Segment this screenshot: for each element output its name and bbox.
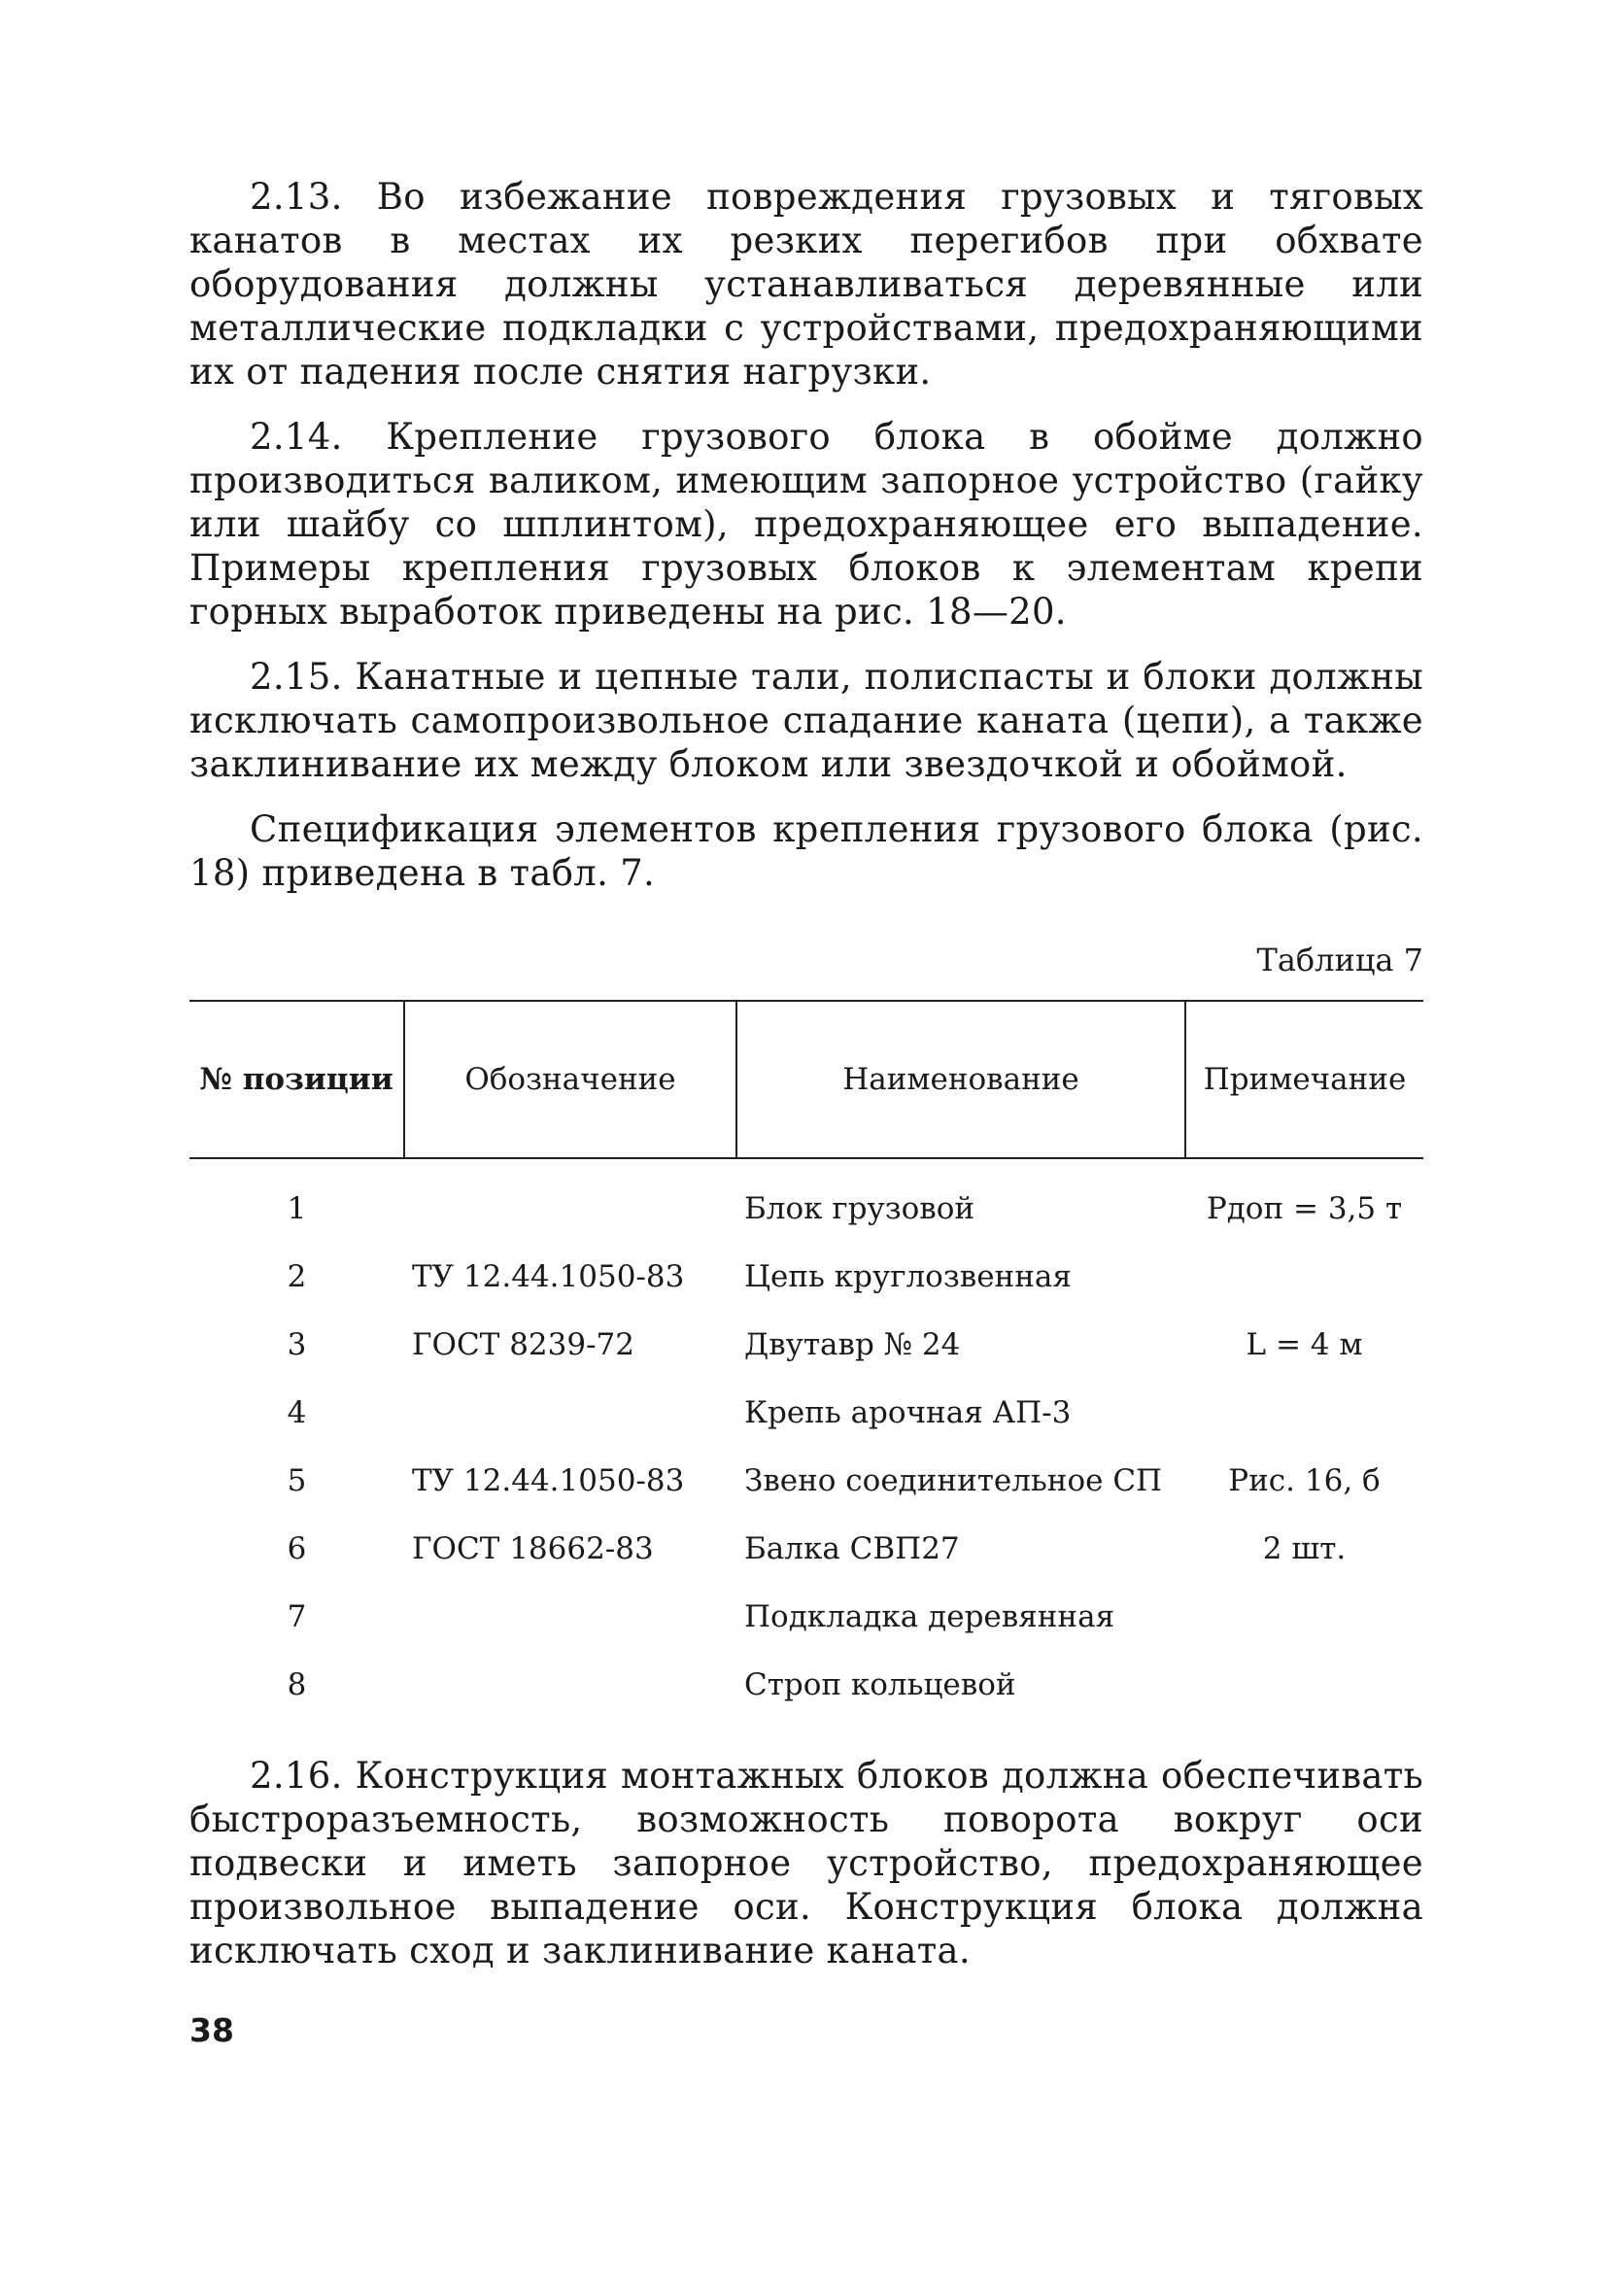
- header-name: Наименование: [736, 1001, 1185, 1158]
- cell-note: Рис. 16, б: [1228, 1463, 1381, 1498]
- paragraph-2-15: 2.15. Канатные и цепные тали, полиспасты и блоки должны исключать самопроизвольное спадание каната (цепи), а также заклинивание их между блоком или звездочкой и обоймой.: [189, 656, 1423, 785]
- cell-name: Двутавр № 24: [744, 1327, 961, 1362]
- cell-name: Подкладка деревянная: [744, 1599, 1115, 1634]
- table-row: [189, 1317, 1423, 1385]
- paragraph-2-16: 2.16. Конструкция монтажных блоков должна обеспечивать быстроразъемность, возможность поворота вокруг оси подвески и иметь запорное устройство, предохраняющее произвольное выпадение оси. Конструкция блока должна исключать сход и заклинивание каната.: [189, 1755, 1423, 1971]
- cell-num: 6: [287, 1531, 307, 1566]
- cell-note: Рдоп = 3,5 т: [1206, 1191, 1403, 1226]
- cell-num: 8: [287, 1667, 307, 1702]
- page-number: 38: [189, 2011, 234, 2049]
- cell-note: 2 шт.: [1262, 1531, 1347, 1566]
- cell-note: [1185, 1589, 1423, 1657]
- cell-note: [1185, 1657, 1423, 1725]
- cell-note: [1185, 1385, 1423, 1453]
- cell-code: ТУ 12.44.1050-83: [412, 1463, 685, 1498]
- paragraph-2-14: 2.14. Крепление грузового блока в обойме должно производиться валиком, имеющим запорное устройство (гайку или шайбу со шплинтом), предохраняющее его выпадение. Примеры крепления грузовых блоков к элементам крепи горных выработок приведены на рис. 18—20.: [189, 416, 1423, 633]
- table-row: [189, 1521, 1423, 1589]
- cell-code: [404, 1158, 736, 1249]
- cell-name: Балка СВП27: [744, 1531, 960, 1566]
- cell-name: Строп кольцевой: [744, 1667, 1016, 1702]
- cell-note: [1185, 1249, 1423, 1317]
- cell-name: Блок грузовой: [744, 1191, 975, 1226]
- cell-num: 2: [287, 1259, 307, 1294]
- cell-code: ГОСТ 18662-83: [412, 1531, 654, 1566]
- table-header-row: [189, 1001, 1423, 1158]
- cell-name: Звено соединительное СП: [744, 1463, 1163, 1498]
- table-row: [189, 1385, 1423, 1453]
- table-row: [189, 1657, 1423, 1725]
- table-row: [189, 1453, 1423, 1521]
- paragraph-2-13: 2.13. Во избежание повреждения грузовых и тяговых канатов в местах их резких перегибов при обхвате оборудования должны устанавливаться деревянные или металлические подкладки с устройствами, предохраняющими их от падения после снятия нагрузки.: [189, 176, 1423, 393]
- paragraph-spec-intro: Спецификация элементов крепления грузового блока (рис. 18) приведена в табл. 7.: [189, 808, 1423, 894]
- cell-code: ГОСТ 8239-72: [412, 1327, 635, 1362]
- cell-name: Цепь круглозвенная: [744, 1259, 1072, 1294]
- table-row: [189, 1589, 1423, 1657]
- cell-num: 1: [287, 1191, 307, 1226]
- document-page: [189, 175, 1423, 2049]
- specification-table: [189, 1000, 1423, 1725]
- header-position: № позиции: [189, 1001, 404, 1158]
- cell-code: ТУ 12.44.1050-83: [412, 1259, 685, 1294]
- cell-num: 4: [287, 1395, 307, 1430]
- cell-code: [404, 1589, 736, 1657]
- header-designation: Обозначение: [404, 1001, 736, 1158]
- cell-num: 5: [287, 1463, 307, 1498]
- cell-code: [404, 1385, 736, 1453]
- table-row: [189, 1158, 1423, 1249]
- table-caption: Таблица 7: [1256, 942, 1423, 978]
- header-note: Примечание: [1185, 1001, 1423, 1158]
- cell-name: Крепь арочная АП-3: [744, 1395, 1072, 1430]
- cell-note: L = 4 м: [1246, 1327, 1363, 1362]
- cell-code: [404, 1657, 736, 1725]
- cell-num: 7: [287, 1599, 307, 1634]
- cell-num: 3: [287, 1327, 307, 1362]
- table-row: [189, 1249, 1423, 1317]
